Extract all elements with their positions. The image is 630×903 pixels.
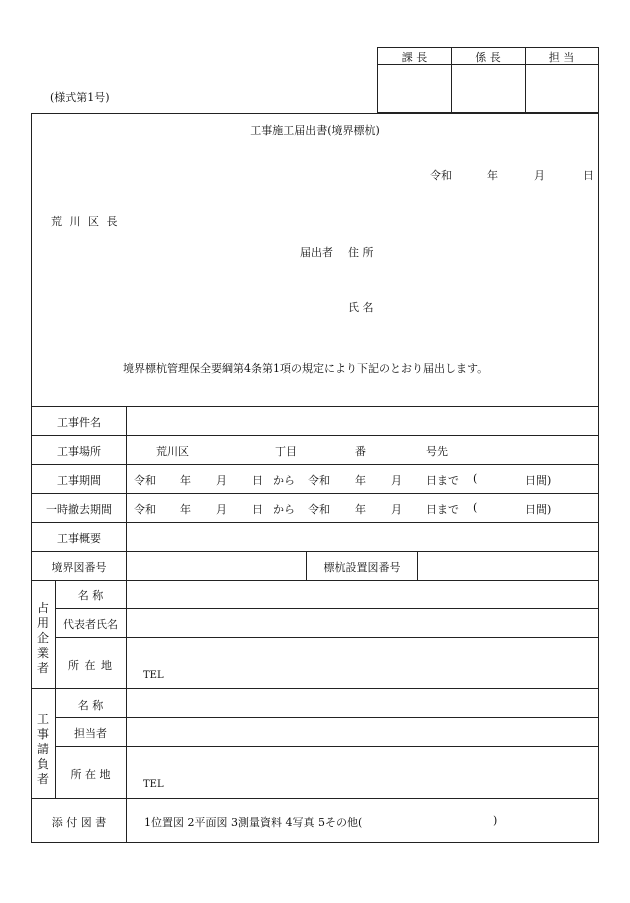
ukeoi-tel-label: TEL [143, 779, 164, 790]
tenpu-close: ) [493, 814, 498, 827]
tekkyo-kikan-made: 日まで [426, 503, 459, 516]
koji-kikan-era2: 令和 [308, 474, 330, 487]
applicant-name-label: 氏 名 [348, 301, 374, 314]
tekkyo-kikan-kara: から [273, 503, 295, 516]
form-number: (様式第1号) [50, 91, 110, 104]
tekkyo-kikan-era2: 令和 [308, 503, 330, 516]
approval-table [377, 47, 599, 113]
ukeoi-name-label: 名 称 [77, 699, 104, 712]
koji-kikan-paren: ( [473, 472, 478, 485]
date-year: 年 [487, 169, 498, 182]
date-month: 月 [534, 169, 545, 182]
stamp-box-tanto[interactable] [526, 65, 598, 112]
stamp-box-kacho[interactable] [378, 65, 451, 112]
statement: 境界標杭管理保全要綱第4条第1項の規定により下記のとおり届出します。 [123, 362, 489, 375]
koji-kikan-era1: 令和 [134, 474, 156, 487]
koji-kikan-year2: 年 [355, 474, 366, 487]
koji-kikan-kara: から [273, 474, 295, 487]
label-koji-kenmei: 工事件名 [57, 416, 101, 429]
koji-kikan-month2: 月 [391, 474, 402, 487]
tenpu-other-field[interactable] [398, 808, 488, 830]
senyo-group-label: 占 用 企 業 者 [36, 601, 49, 675]
label-kyokai-zu: 境界図番号 [51, 561, 107, 574]
ukeoi-name-field[interactable] [127, 689, 598, 717]
date-day: 日 [583, 169, 594, 182]
applicant-name-field[interactable] [392, 295, 592, 315]
tekkyo-kikan-paren: ( [473, 501, 478, 514]
stamp-box-kakaricho[interactable] [452, 65, 525, 112]
senyo-name-field[interactable] [127, 581, 598, 608]
ukeoi-person-field[interactable] [127, 718, 598, 746]
tekkyo-kikan-day1: 日 [252, 503, 263, 516]
senyo-name-label: 名 称 [77, 589, 104, 602]
applicant-label: 届出者 [300, 246, 333, 259]
koji-kikan-month1: 月 [216, 474, 227, 487]
form-title: 工事施工届出書(境界標杭) [250, 124, 380, 137]
applicant-address-label: 住 所 [348, 246, 374, 259]
tenpu-label: 添 付 図 書 [51, 816, 107, 829]
field-koji-gaiyo[interactable] [127, 523, 598, 551]
field-hyoko-zu[interactable] [418, 552, 598, 580]
koji-basho-ban: 番 [355, 445, 366, 458]
senyo-tel-label: TEL [143, 670, 164, 681]
tekkyo-kikan-year1: 年 [180, 503, 191, 516]
senyo-rep-label: 代表者氏名 [63, 618, 118, 631]
koji-kikan-made: 日まで [426, 474, 459, 487]
field-koji-kenmei[interactable] [127, 407, 598, 435]
ukeoi-group-label: 工 事 請 負 者 [36, 712, 49, 786]
senyo-address-label: 所 在 地 [68, 659, 113, 672]
addressee: 荒 川 区 長 [51, 215, 120, 228]
senyo-rep-field[interactable] [127, 609, 598, 637]
label-tekkyo-kikan: 一時撤去期間 [46, 503, 112, 516]
approval-tanto: 担 当 [548, 51, 575, 64]
ukeoi-person-label: 担当者 [74, 727, 107, 740]
tekkyo-kikan-month2: 月 [391, 503, 402, 516]
koji-kikan-days: 日間) [525, 474, 552, 487]
approval-kakaricho: 係 長 [475, 51, 501, 64]
ukeoi-address-field[interactable] [127, 747, 598, 777]
tekkyo-kikan-month1: 月 [216, 503, 227, 516]
label-hyoko-zu: 標杭設置図番号 [323, 561, 401, 574]
label-koji-basho: 工事場所 [57, 445, 101, 458]
ukeoi-address-label: 所 在 地 [70, 768, 111, 781]
applicant-address-field[interactable] [392, 240, 592, 260]
tekkyo-kikan-year2: 年 [355, 503, 366, 516]
tekkyo-kikan-days: 日間) [525, 503, 552, 516]
senyo-address-field[interactable] [127, 638, 598, 668]
tenpu-items: 1位置図 2平面図 3測量資料 4写真 5その他( [144, 816, 363, 829]
approval-kacho: 課 長 [401, 51, 428, 64]
koji-kikan-day1: 日 [252, 474, 263, 487]
form-frame [31, 113, 599, 843]
koji-kikan-year1: 年 [180, 474, 191, 487]
label-koji-gaiyo: 工事概要 [57, 532, 101, 545]
koji-basho-chome: 丁目 [275, 445, 297, 458]
label-koji-kikan: 工事期間 [57, 474, 101, 487]
koji-basho-gosaki: 号先 [426, 445, 448, 458]
koji-basho-ward: 荒川区 [156, 445, 189, 458]
tekkyo-kikan-era1: 令和 [134, 503, 156, 516]
field-kyokai-zu[interactable] [127, 552, 306, 580]
date-era: 令和 [430, 169, 452, 182]
